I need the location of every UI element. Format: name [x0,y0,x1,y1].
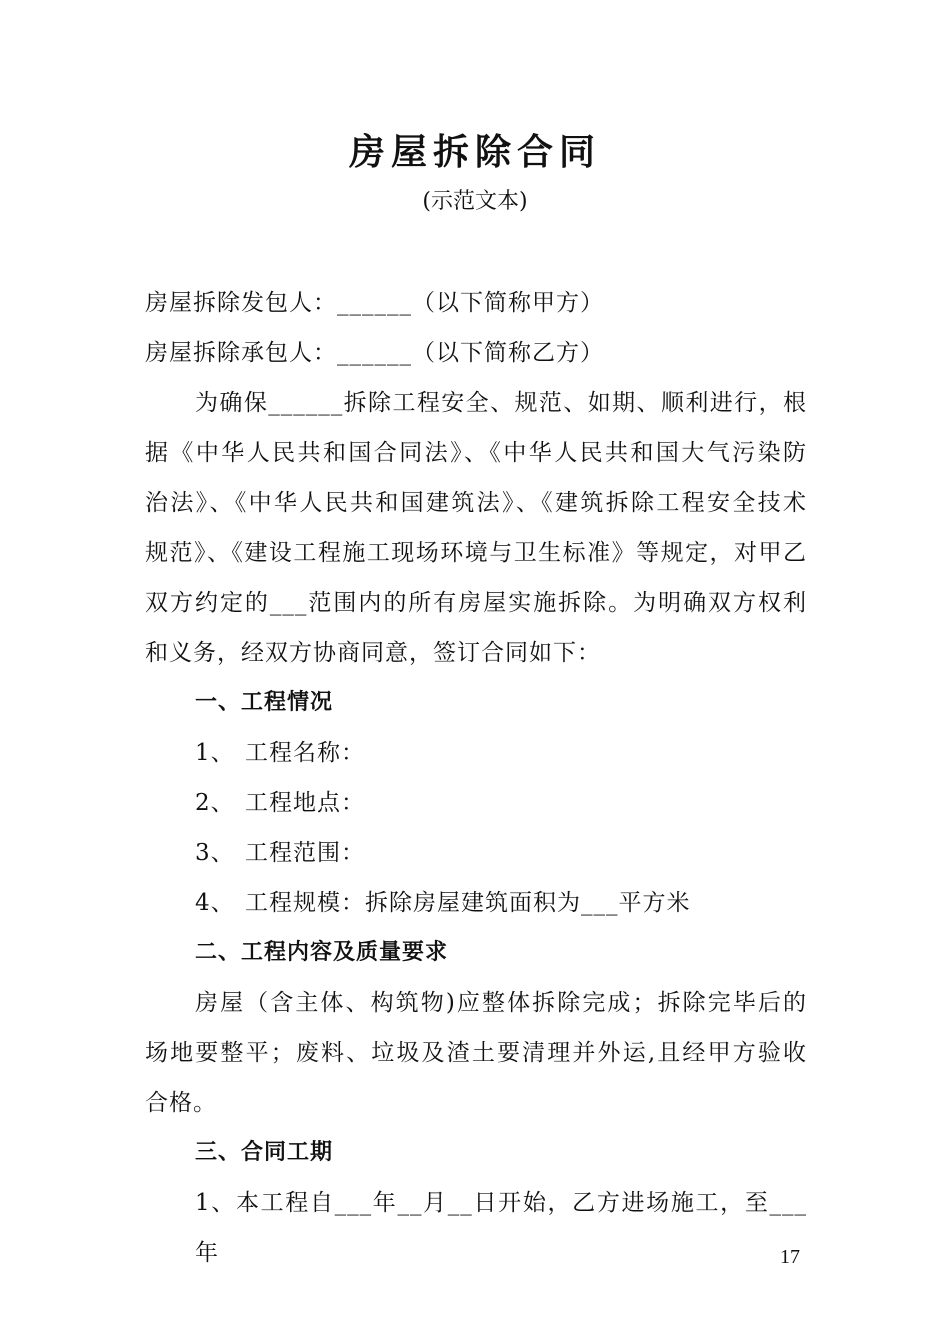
item-number: 3、 [195,840,235,866]
list-item [145,828,807,878]
item-number: 1、 [195,740,235,766]
item-text: 工程范围： [245,840,365,866]
item-number: 4、 [195,890,235,916]
paragraph-line: 合格。 [145,1090,217,1116]
preamble-line: 双方约定的___范围内的所有房屋实施拆除。为明确双方权利 [145,590,807,616]
list-item [145,778,807,828]
document-subtitle: (示范文本) [422,189,528,214]
item-text: 工程名称： [245,740,365,766]
preamble-line: 为确保______拆除工程安全、规范、如期、顺利进行，根 [195,390,807,416]
paragraph-line: 场地要整平；废料、垃圾及渣土要清理并外运,且经甲方验收 [145,1040,807,1066]
page-number: 17 [780,1246,800,1268]
preamble-line: 治法》、《中华人民共和国建筑法》、《建筑拆除工程安全技术 [145,490,807,516]
preamble-line: 据《中华人民共和国合同法》、《中华人民共和国大气污染防 [145,440,807,466]
paragraph-line: 房屋（含主体、构筑物)应整体拆除完成；拆除完毕后的 [195,990,807,1016]
contractor-line: 房屋拆除承包人：______（以下简称乙方） [145,340,604,366]
section-heading: 二、工程内容及质量要求 [195,940,449,965]
paragraph-line: 1、本工程自___年__月__日开始，乙方进场施工，至___年 [195,1190,807,1266]
list-item [145,878,807,928]
section-heading: 三、合同工期 [195,1140,334,1165]
item-number: 2、 [195,790,235,816]
item-text: 工程规模：拆除房屋建筑面积为___平方米 [245,890,691,916]
preamble-line: 规范》、《建设工程施工现场环境与卫生标准》等规定，对甲乙 [145,540,807,566]
item-text: 工程地点： [245,790,365,816]
section-heading: 一、工程情况 [195,690,334,715]
list-item [145,728,807,778]
preamble-line: 和义务，经双方协商同意，签订合同如下： [145,640,601,666]
document-title: 房屋拆除合同 [348,131,601,173]
employer-line: 房屋拆除发包人：______（以下简称甲方） [145,290,604,316]
